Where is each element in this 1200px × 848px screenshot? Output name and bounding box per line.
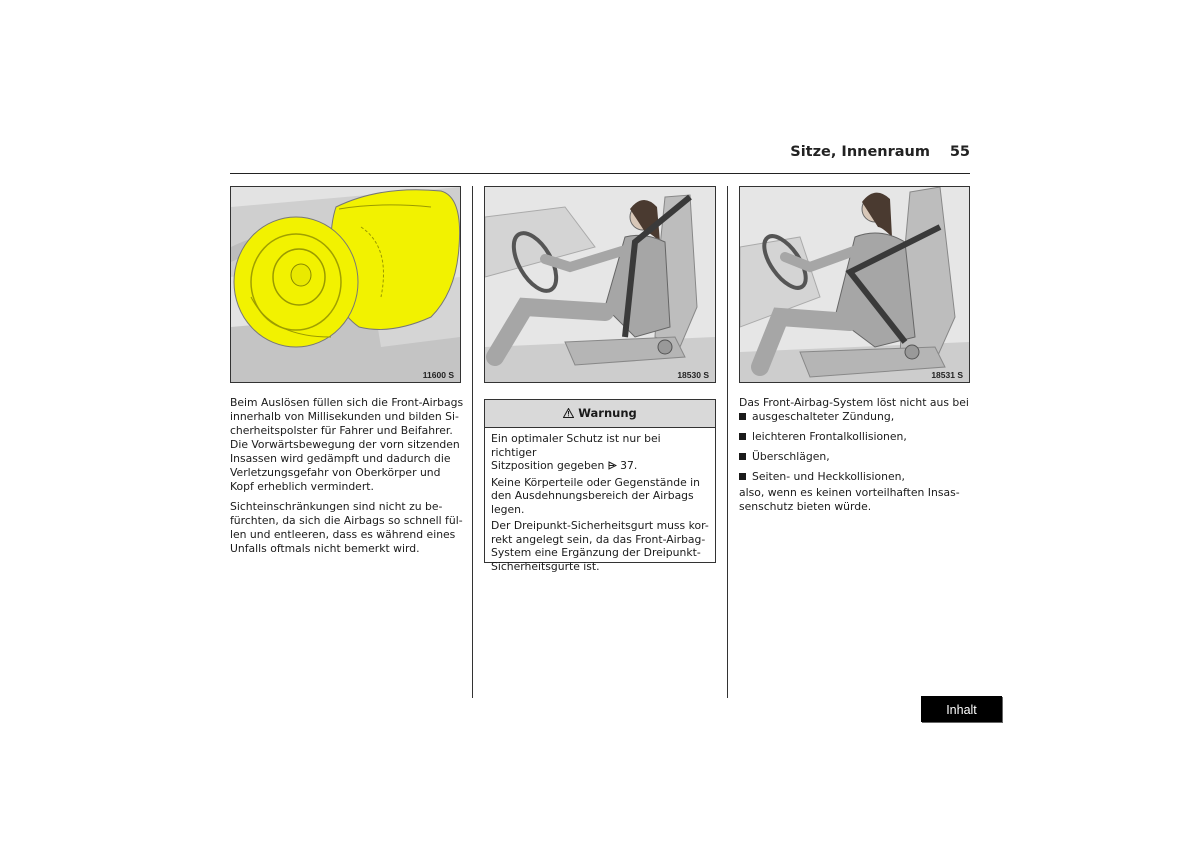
list-item: leichteren Frontalkollisionen, (739, 430, 974, 444)
warning-title: Warnung (578, 406, 637, 420)
column-divider-2 (727, 186, 728, 698)
warning-paragraph: Ein optimaler Schutz ist nur bei richtiger Sitzposition gegeben 37. (491, 432, 661, 472)
bullet-square-icon (739, 433, 746, 440)
paragraph: Beim Auslösen füllen sich die Front-Airbags innerhalb von Millisekunden und bilden Si- cherheitspolster für Fahrer und Beifahrer. Die Vorwärtsbewegung der vorn sitzenden Insassen wird gedämpft und dadurch die Verletzungsgefahr von Oberkörper und Kopf erheblich vermindert. (230, 396, 464, 493)
bullet-square-icon (739, 453, 746, 460)
seat-position-illustration-2 (740, 187, 969, 382)
paragraph: Sichteinschränkungen sind nicht zu be- fürchten, da sich die Airbags so schnell fül- len und entleeren, dass es während eines Unfalls oftmals nicht bemerkt wird. (230, 500, 463, 555)
column-divider-1 (472, 186, 473, 698)
list-item: Überschlägen, (739, 450, 974, 464)
warning-header (485, 400, 715, 428)
figure-seat-position-1 (484, 186, 716, 383)
warning-body (485, 428, 715, 573)
page-title: Sitze, Innenraum (790, 144, 930, 160)
list-item: ausgeschalteter Zündung, (739, 410, 974, 424)
figure-code: 11600 S (422, 370, 454, 380)
airbag-illustration (231, 187, 460, 382)
warning-triangle-icon (563, 406, 578, 420)
outro-text: also, wenn es keinen vorteilhaften Insas- senschutz bieten würde. (739, 486, 960, 513)
right-column-text (739, 396, 974, 520)
seat-position-illustration-1 (485, 187, 715, 382)
inhalt-button[interactable]: Inhalt (921, 696, 1002, 722)
warning-box (484, 399, 716, 573)
page-ref-icon (608, 459, 617, 472)
bullet-square-icon (739, 413, 746, 420)
list-item: Seiten- und Heckkollisionen, (739, 470, 974, 484)
figure-airbags (230, 186, 461, 383)
bullet-square-icon (739, 473, 746, 480)
figure-code: 18530 S (677, 370, 709, 380)
page-ref: 37. (620, 459, 638, 472)
header-rule (230, 173, 970, 174)
bullet-list (739, 410, 974, 484)
warning-paragraph: Der Dreipunkt-Sicherheitsgurt muss kor- rekt angelegt sein, da das Front-Airbag- System eine Ergänzung der Dreipunkt- Sicherheitsgurte ist. (491, 519, 709, 573)
intro-text: Das Front-Airbag-System löst nicht aus bei (739, 396, 969, 409)
figure-code: 18531 S (931, 370, 963, 380)
figure-seat-position-2 (739, 186, 970, 383)
page-ref-link[interactable] (608, 459, 638, 472)
warning-paragraph: Keine Körperteile oder Gegenstände in den Ausdehnungsbereich der Airbags legen. (491, 475, 700, 516)
page-number: 55 (949, 144, 970, 160)
left-column-text (230, 396, 465, 562)
